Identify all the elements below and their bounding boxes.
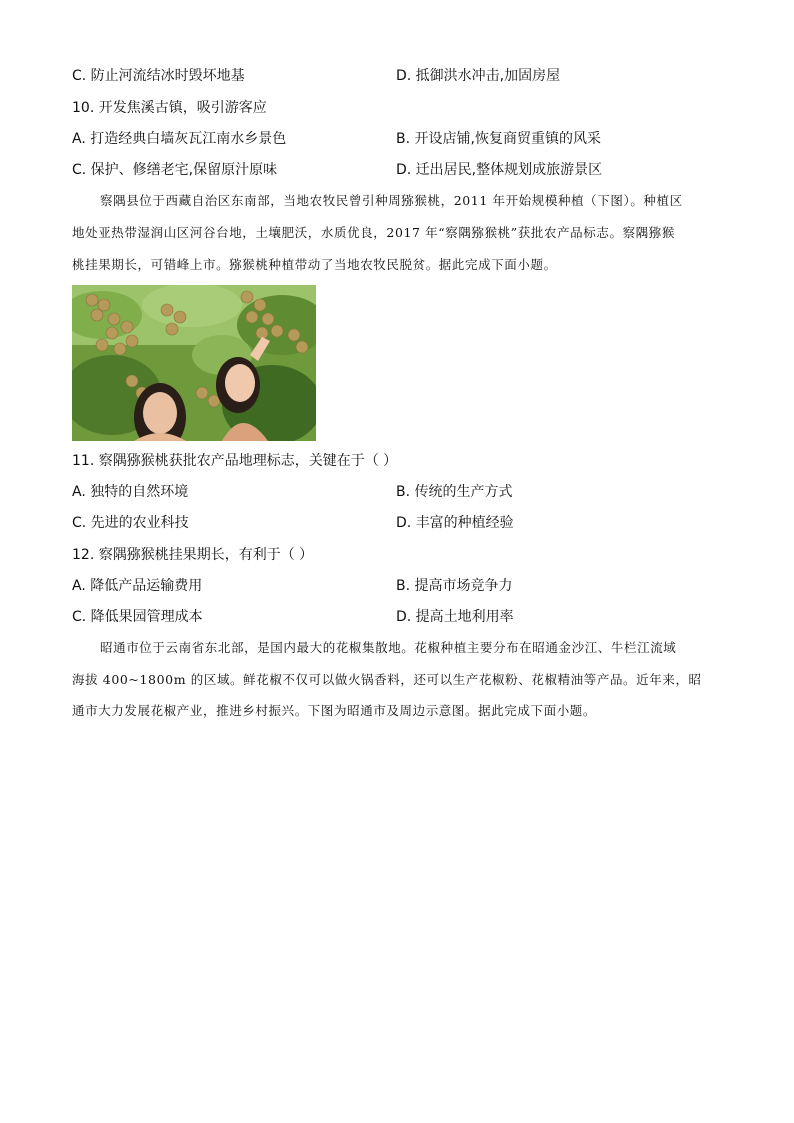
- q11-option-d: D. 丰富的种植经验: [396, 515, 514, 531]
- passage1-line3: 桃挂果期长，可错峰上市。猕猴桃种植带动了当地农牧民脱贫。据此完成下面小题。: [72, 257, 557, 272]
- q10-option-d: D. 迁出居民,整体规划成旅游景区: [396, 162, 603, 178]
- q11-stem: 11. 察隅猕猴桃获批农产品地理标志，关键在于（ ）: [72, 453, 398, 469]
- q11-option-c: C. 先进的农业科技: [72, 515, 189, 531]
- passage2-line3: 通市大力发展花椒产业，推进乡村振兴。下图为昭通市及周边示意图。据此完成下面小题。: [72, 703, 597, 718]
- passage1-line2: 地处亚热带湿润山区河谷台地，土壤肥沃，水质优良，2017 年“察隅猕猴桃”获批农产品标志。察隅猕猴: [72, 225, 675, 240]
- q12-option-c: C. 降低果园管理成本: [72, 609, 203, 625]
- q12-option-d: D. 提高土地利用率: [396, 609, 514, 625]
- q10-option-a: A. 打造经典白墙灰瓦江南水乡景色: [72, 131, 287, 147]
- passage2-line2: 海拔 400~1800m 的区域。鲜花椒不仅可以做火锅香料，还可以生产花椒粉、花椒精油等产品。近年来，昭: [72, 672, 702, 687]
- q10-stem: 10. 开发焦溪古镇，吸引游客应: [72, 100, 267, 116]
- q12-stem: 12. 察隅猕猴桃挂果期长，有利于（ ）: [72, 547, 314, 563]
- q10-option-b: B. 开设店铺,恢复商贸重镇的风采: [396, 131, 601, 147]
- kiwifruit-harvest-photo: [72, 285, 316, 441]
- q12-option-b: B. 提高市场竞争力: [396, 578, 513, 594]
- q10-option-c: C. 保护、修缮老宅,保留原汁原味: [72, 162, 278, 178]
- passage2-line1: 昭通市位于云南省东北部，是国内最大的花椒集散地。花椒种植主要分布在昭通金沙江、牛栏江流域: [100, 640, 677, 655]
- q11-option-a: A. 独特的自然环境: [72, 484, 189, 500]
- passage1-line1: 察隅县位于西藏自治区东南部，当地农牧民曾引种周猕猴桃，2011 年开始规模种植（下图）。种植区: [100, 193, 683, 208]
- q9-option-d: D. 抵御洪水冲击,加固房屋: [396, 68, 561, 84]
- q9-option-c: C. 防止河流结冰时毁坏地基: [72, 68, 245, 84]
- q12-option-a: A. 降低产品运输费用: [72, 578, 203, 594]
- q11-option-b: B. 传统的生产方式: [396, 484, 513, 500]
